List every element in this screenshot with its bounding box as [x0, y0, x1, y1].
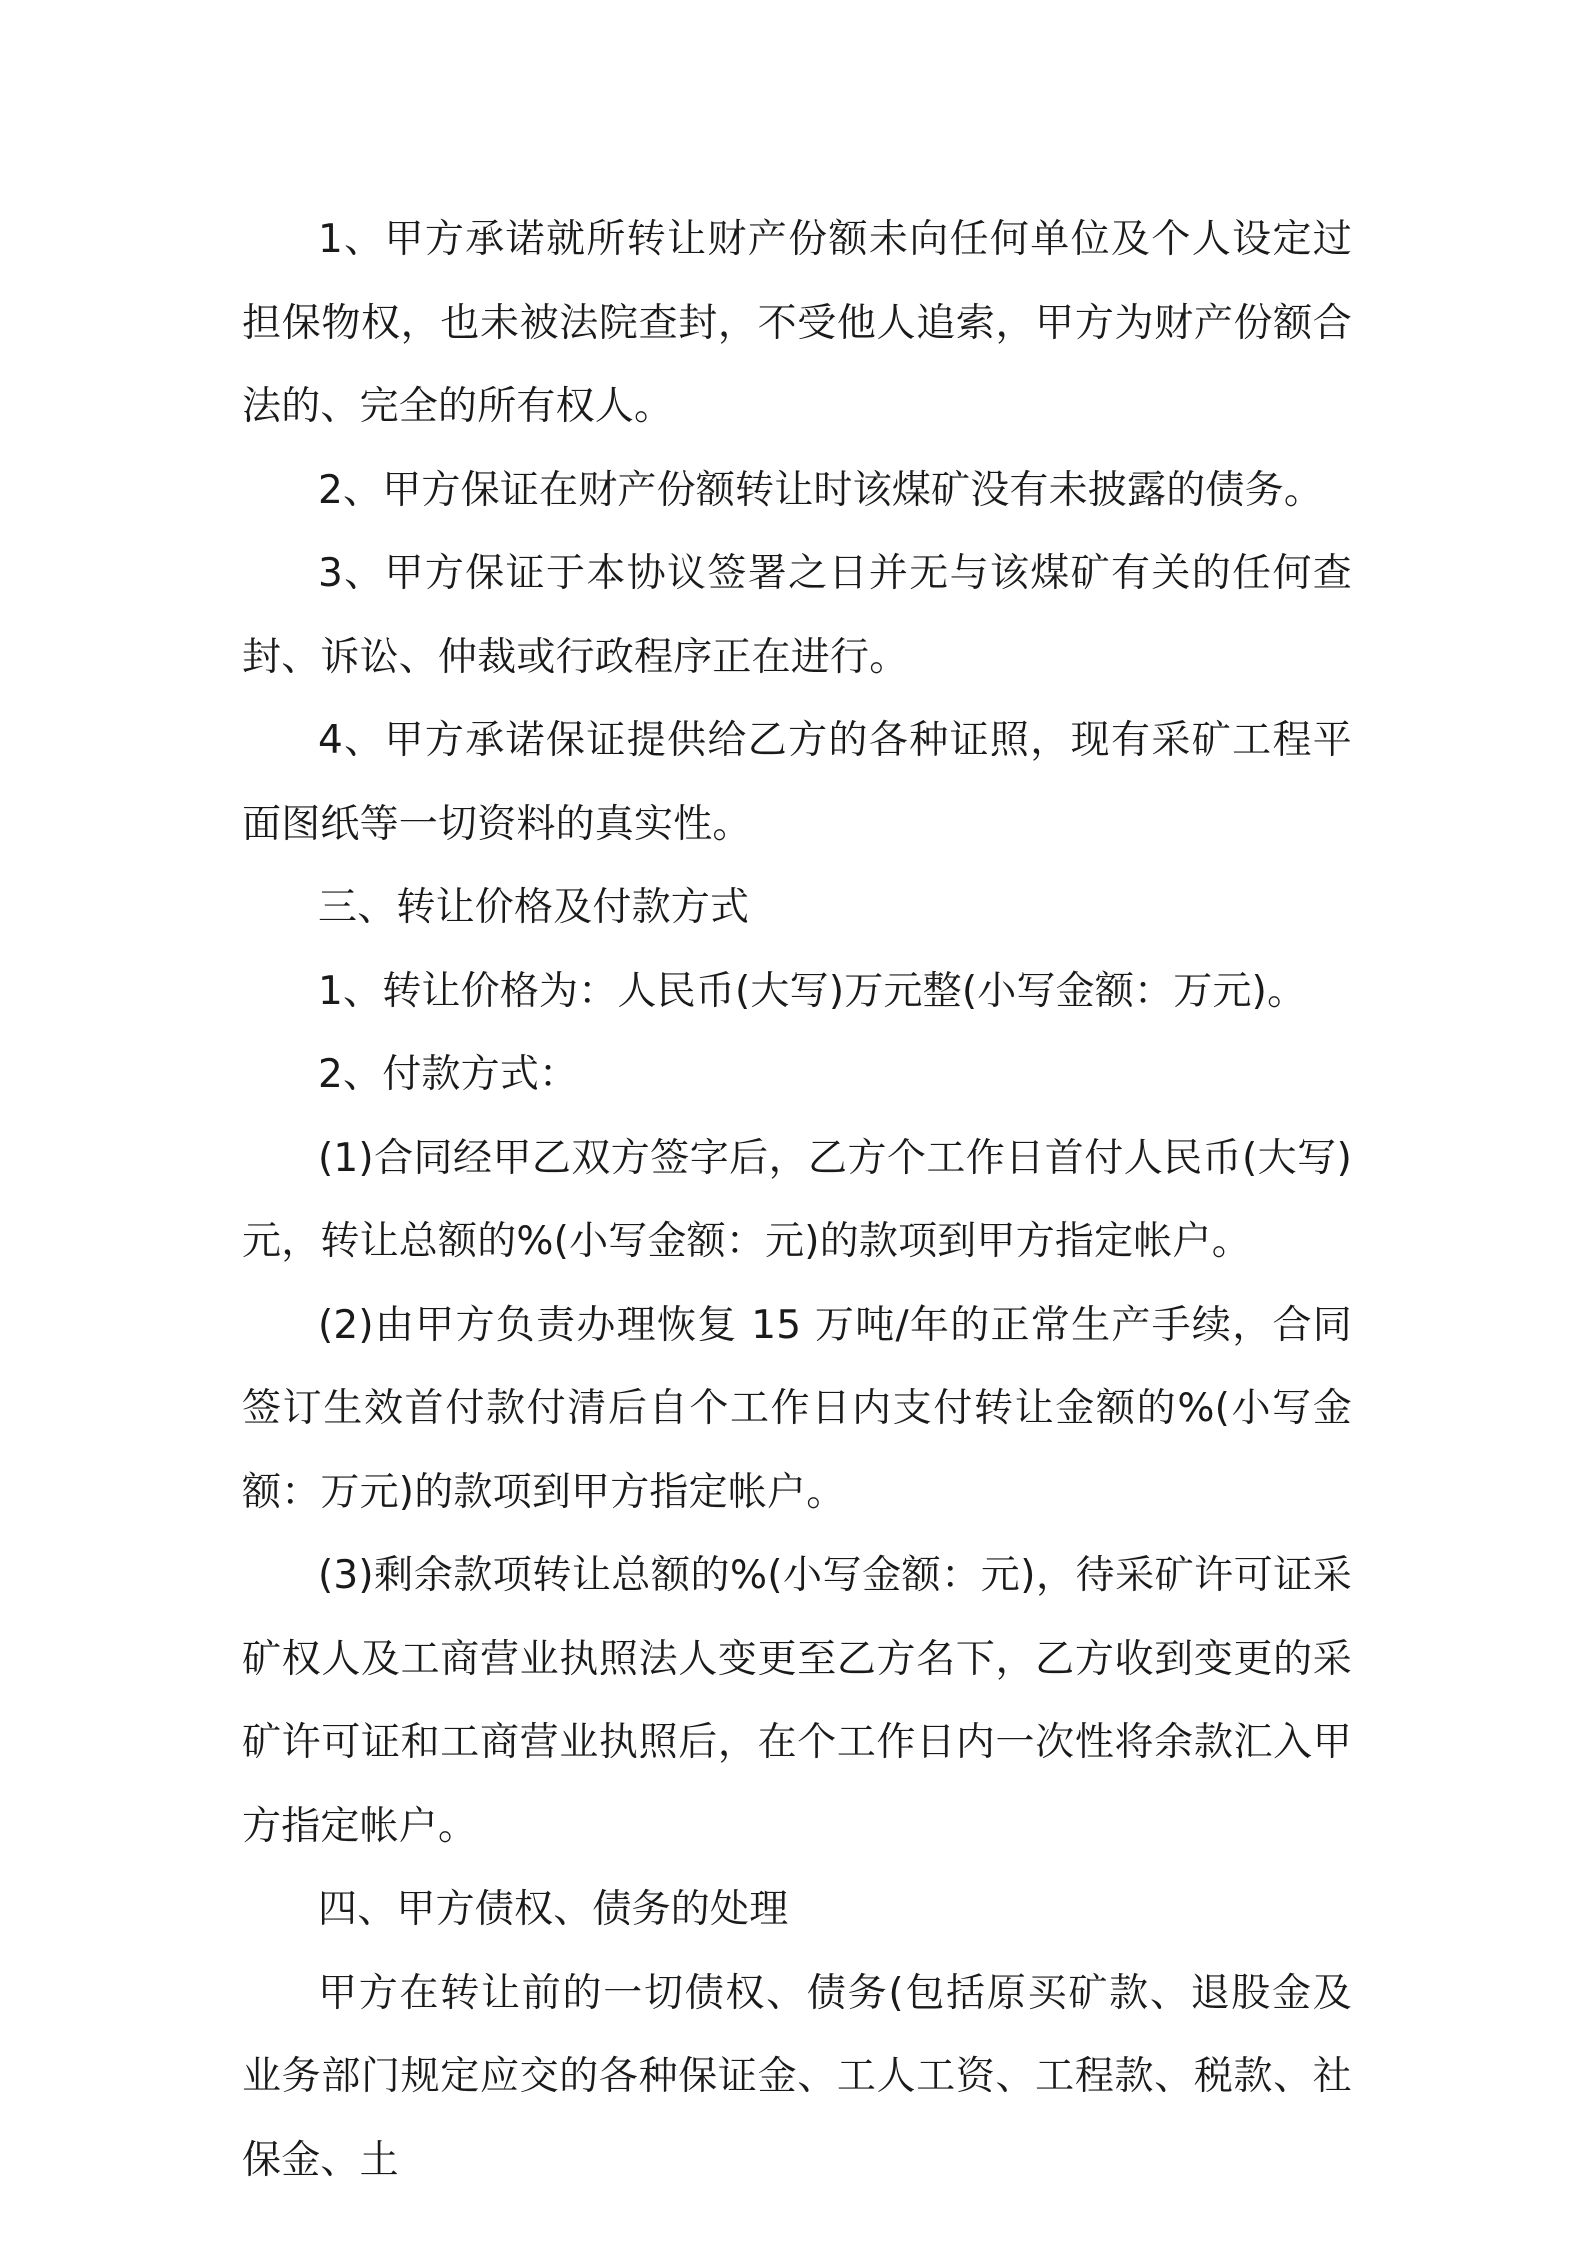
payment-step-2: (2)由甲方负责办理恢复 15 万吨/年的正常生产手续，合同签订生效首付款付清后自个工作日内支付转让金额的%(小写金额：万元)的款项到甲方指定帐户。: [242, 1302, 1352, 1515]
clause-payment-method: 2、付款方式：: [318, 1052, 579, 1097]
clause-no-undisclosed-debt: 2、甲方保证在财产份额转让时该煤矿没有未披露的债务。: [318, 467, 1324, 513]
clause-debt-handling: 甲方在转让前的一切债权、债务(包括原买矿款、退股金及业务部门规定应交的各种保证金、工人工资、工程款、税款、社保金、土: [242, 1970, 1352, 2183]
document-body: [242, 198, 1352, 2202]
section-heading-debts: 四、甲方债权、债务的处理: [318, 1887, 789, 1932]
clause-document-authenticity: 4、甲方承诺保证提供给乙方的各种证照，现有采矿工程平面图纸等一切资料的真实性。: [242, 718, 1352, 847]
payment-step-3: (3)剩余款项转让总额的%(小写金额：元)，待采矿许可证采矿权人及工商营业执照法人变更至乙方名下，乙方收到变更的采矿许可证和工商营业执照后，在个工作日内一次性将余款汇入甲方指定帐户。: [242, 1553, 1352, 1849]
clause-guarantee-ownership: 1、甲方承诺就所转让财产份额未向任何单位及个人设定过担保物权，也未被法院查封，不受他人追索，甲方为财产份额合法的、完全的所有权人。: [242, 217, 1352, 429]
section-heading-price-payment: 三、转让价格及付款方式: [318, 885, 750, 930]
clause-no-litigation: 3、甲方保证于本协议签署之日并无与该煤矿有关的任何查封、诉讼、仲裁或行政程序正在进行。: [242, 551, 1352, 680]
payment-step-1: (1)合同经甲乙双方签字后，乙方个工作日首付人民币(大写)元，转让总额的%(小写金额：元)的款项到甲方指定帐户。: [242, 1135, 1352, 1264]
clause-transfer-price: 1、转让价格为：人民币(大写)万元整(小写金额：万元)。: [318, 968, 1307, 1014]
